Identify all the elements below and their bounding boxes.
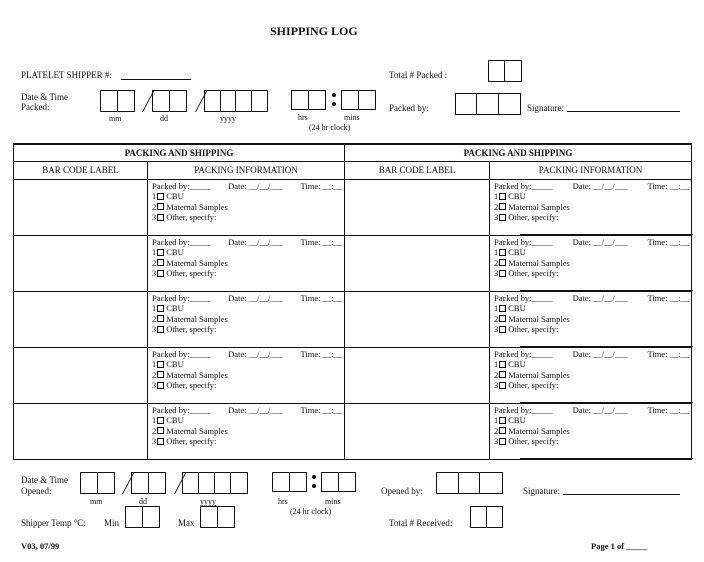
min-label: Min	[104, 518, 120, 528]
packed-minutes-boxes[interactable]	[341, 90, 376, 110]
section-heading-left: PACKING AND SHIPPING	[14, 144, 345, 161]
option-number: 1	[152, 359, 157, 369]
other-checkbox[interactable]	[499, 326, 506, 333]
option-number: 1	[494, 303, 499, 313]
opened-by-boxes[interactable]	[436, 472, 503, 494]
option-number: 1	[152, 191, 157, 201]
option-other-label: Other, specify:	[508, 212, 559, 222]
option-cbu-label: CBU	[508, 303, 526, 313]
shipper-temp-label: Shipper Temp °C:	[21, 518, 86, 528]
col-barcode-label: BAR CODE LABEL	[14, 161, 148, 179]
yyyy-label: yyyy	[220, 114, 236, 123]
barcode-label-cell[interactable]	[14, 347, 148, 403]
cbu-checkbox[interactable]	[157, 193, 164, 200]
cbu-checkbox[interactable]	[499, 305, 506, 312]
cbu-checkbox[interactable]	[157, 305, 164, 312]
packing-info-cell[interactable]	[490, 235, 692, 291]
date-time-opened-label: Date & Time	[21, 475, 69, 485]
dd-label: dd	[139, 497, 147, 506]
option-number: 1	[494, 415, 499, 425]
packing-info-cell[interactable]	[148, 235, 345, 291]
total-received-boxes[interactable]	[470, 506, 503, 528]
cbu-checkbox[interactable]	[157, 249, 164, 256]
option-number: 2	[494, 313, 499, 324]
option-number: 1	[494, 359, 499, 369]
other-checkbox[interactable]	[157, 438, 164, 445]
option-maternal-label: Maternal Samples	[508, 313, 570, 324]
time-text: Time: __:__	[647, 404, 689, 415]
mm-label: mm	[109, 114, 122, 123]
time-text: Time: __:__	[300, 236, 342, 247]
table-row	[14, 403, 692, 459]
hrs-label: hrs	[298, 113, 308, 122]
packed-by-text: Packed by:_____	[152, 348, 211, 359]
barcode-label-cell[interactable]	[345, 235, 490, 291]
packed-by-text: Packed by:_____	[152, 292, 211, 303]
yyyy-label: yyyy	[200, 497, 216, 506]
barcode-label-cell[interactable]	[345, 403, 490, 459]
option-other-label: Other, specify:	[166, 212, 217, 222]
packed-by-text: Packed by:_____	[152, 236, 211, 247]
time-text: Time: __:__	[647, 292, 689, 303]
maternal-samples-checkbox[interactable]	[499, 203, 506, 210]
option-cbu-label: CBU	[508, 191, 526, 201]
option-maternal-label: Maternal Samples	[166, 201, 228, 212]
option-number: 1	[152, 415, 157, 425]
option-maternal-label: Maternal Samples	[166, 425, 228, 436]
option-cbu-label: CBU	[508, 415, 526, 425]
shipping-log-table	[13, 143, 692, 460]
maternal-samples-checkbox[interactable]	[157, 203, 164, 210]
packed-by-label: Packed by:	[389, 103, 429, 113]
option-number: 1	[494, 247, 499, 257]
option-cbu-label: CBU	[508, 359, 526, 369]
opened-hours-boxes[interactable]	[272, 472, 307, 492]
opened-month-boxes[interactable]	[80, 472, 115, 494]
clock-note: (24 hr clock)	[309, 123, 351, 132]
total-packed-label: Total # Packed :	[389, 70, 448, 80]
time-text: Time: __:__	[300, 348, 342, 359]
time-text: Time: __:__	[647, 236, 689, 247]
date-text: Date: __/__/___	[228, 348, 284, 359]
option-number: 1	[494, 191, 499, 201]
specify-line[interactable]	[520, 290, 693, 291]
barcode-label-cell[interactable]	[345, 291, 490, 347]
barcode-label-cell[interactable]	[14, 291, 148, 347]
packing-info-cell[interactable]	[148, 291, 345, 347]
mm-label: mm	[90, 497, 103, 506]
page-title: SHIPPING LOG	[270, 24, 358, 38]
option-other-label: Other, specify:	[508, 268, 559, 278]
hrs-label: hrs	[278, 497, 288, 506]
option-cbu-label: CBU	[166, 247, 184, 257]
packed-day-boxes[interactable]	[152, 90, 187, 112]
colon-dot	[332, 102, 336, 106]
option-maternal-label: Maternal Samples	[508, 425, 570, 436]
option-number: 2	[152, 425, 157, 436]
date-time-packed-label-2: Packed:	[21, 102, 50, 112]
time-text: Time: __:__	[300, 404, 342, 415]
packed-by-text: Packed by:_____	[494, 348, 553, 359]
option-other-label: Other, specify:	[166, 268, 217, 278]
option-number: 2	[152, 257, 157, 268]
option-number: 3	[494, 212, 499, 222]
option-number: 3	[152, 324, 157, 334]
option-maternal-label: Maternal Samples	[166, 313, 228, 324]
option-number: 3	[152, 268, 157, 278]
time-text: Time: __:__	[300, 292, 342, 303]
date-text: Date: __/__/___	[572, 348, 628, 359]
specify-line[interactable]	[520, 346, 693, 347]
cbu-checkbox[interactable]	[499, 417, 506, 424]
option-number: 3	[152, 380, 157, 390]
temp-min-boxes[interactable]	[125, 506, 160, 528]
signature-label: Signature:	[523, 486, 560, 496]
maternal-samples-checkbox[interactable]	[157, 427, 164, 434]
col-packing-info: PACKING INFORMATION	[490, 161, 692, 179]
packed-by-text: Packed by:_____	[494, 292, 553, 303]
option-other-label: Other, specify:	[508, 380, 559, 390]
date-text: Date: __/__/___	[572, 404, 628, 415]
total-received-label: Total # Received:	[389, 518, 453, 528]
cbu-checkbox[interactable]	[499, 193, 506, 200]
col-barcode-label: BAR CODE LABEL	[345, 161, 490, 179]
packing-info-cell[interactable]	[148, 179, 345, 235]
option-cbu-label: CBU	[166, 359, 184, 369]
dd-label: dd	[160, 114, 168, 123]
packed-by-text: Packed by:_____	[152, 404, 211, 415]
date-text: Date: __/__/___	[228, 180, 284, 191]
option-cbu-label: CBU	[166, 415, 184, 425]
date-text: Date: __/__/___	[572, 236, 628, 247]
packing-info-cell[interactable]	[148, 403, 345, 459]
cbu-checkbox[interactable]	[499, 361, 506, 368]
date-text: Date: __/__/___	[228, 404, 284, 415]
maternal-samples-checkbox[interactable]	[499, 259, 506, 266]
other-checkbox[interactable]	[499, 214, 506, 221]
option-maternal-label: Maternal Samples	[508, 369, 570, 380]
barcode-label-cell[interactable]	[345, 179, 490, 235]
maternal-samples-checkbox[interactable]	[157, 371, 164, 378]
table-row	[14, 347, 692, 403]
total-packed-boxes[interactable]	[488, 60, 522, 82]
max-label: Max	[178, 518, 195, 528]
option-other-label: Other, specify:	[166, 324, 217, 334]
table-row	[14, 179, 692, 235]
other-checkbox[interactable]	[499, 382, 506, 389]
time-text: Time: __:__	[647, 348, 689, 359]
option-number: 3	[494, 324, 499, 334]
option-maternal-label: Maternal Samples	[508, 257, 570, 268]
packing-info-cell[interactable]	[490, 179, 692, 235]
barcode-label-cell[interactable]	[14, 179, 148, 235]
option-number: 2	[494, 425, 499, 436]
option-number: 2	[152, 369, 157, 380]
maternal-samples-checkbox[interactable]	[499, 315, 506, 322]
maternal-samples-checkbox[interactable]	[157, 315, 164, 322]
platelet-shipper-label: PLATELET SHIPPER #:	[21, 70, 112, 80]
other-checkbox[interactable]	[157, 270, 164, 277]
clock-note: (24 hr clock)	[290, 507, 332, 516]
option-maternal-label: Maternal Samples	[166, 257, 228, 268]
specify-line[interactable]	[520, 402, 693, 403]
platelet-shipper-field[interactable]	[121, 79, 191, 80]
temp-max-boxes[interactable]	[200, 506, 235, 528]
version-label: V03, 07/99	[21, 541, 60, 551]
mins-label: mins	[325, 497, 341, 506]
packing-info-cell[interactable]	[148, 347, 345, 403]
other-checkbox[interactable]	[157, 382, 164, 389]
other-checkbox[interactable]	[157, 326, 164, 333]
packing-info-cell[interactable]	[490, 291, 692, 347]
date-time-opened-label-2: Opened:	[21, 486, 52, 496]
option-cbu-label: CBU	[508, 247, 526, 257]
barcode-label-cell[interactable]	[14, 403, 148, 459]
packed-month-boxes[interactable]	[100, 90, 135, 112]
date-text: Date: __/__/___	[572, 180, 628, 191]
barcode-label-cell[interactable]	[345, 347, 490, 403]
colon-dot	[312, 475, 316, 479]
packed-hours-boxes[interactable]	[291, 90, 326, 110]
packed-year-boxes[interactable]	[204, 90, 268, 112]
option-number: 3	[494, 380, 499, 390]
maternal-samples-checkbox[interactable]	[157, 259, 164, 266]
signature-label: Signature:	[527, 103, 564, 113]
cbu-checkbox[interactable]	[157, 417, 164, 424]
specify-line[interactable]	[520, 458, 693, 459]
option-number: 2	[494, 201, 499, 212]
packing-info-cell[interactable]	[490, 347, 692, 403]
signature-field[interactable]	[567, 111, 680, 112]
barcode-label-cell[interactable]	[14, 235, 148, 291]
other-checkbox[interactable]	[157, 214, 164, 221]
option-number: 2	[494, 369, 499, 380]
maternal-samples-checkbox[interactable]	[499, 427, 506, 434]
option-number: 3	[152, 436, 157, 446]
cbu-checkbox[interactable]	[157, 361, 164, 368]
time-text: Time: __:__	[647, 180, 689, 191]
option-number: 2	[152, 313, 157, 324]
option-other-label: Other, specify:	[166, 380, 217, 390]
option-number: 3	[494, 436, 499, 446]
page-number: Page 1 of _____	[591, 541, 648, 551]
option-maternal-label: Maternal Samples	[166, 369, 228, 380]
option-number: 1	[152, 247, 157, 257]
colon-dot	[332, 93, 336, 97]
time-text: Time: __:__	[300, 180, 342, 191]
packed-by-boxes[interactable]	[455, 93, 521, 115]
option-cbu-label: CBU	[166, 303, 184, 313]
packed-by-text: Packed by:_____	[494, 404, 553, 415]
cbu-checkbox[interactable]	[499, 249, 506, 256]
opened-year-boxes[interactable]	[182, 472, 248, 494]
other-checkbox[interactable]	[499, 438, 506, 445]
packed-by-text: Packed by:_____	[494, 236, 553, 247]
opened-minutes-boxes[interactable]	[321, 472, 356, 492]
option-number: 3	[152, 212, 157, 222]
signature-field[interactable]	[563, 494, 680, 495]
table-row	[14, 291, 692, 347]
option-number: 1	[152, 303, 157, 313]
date-text: Date: __/__/___	[228, 292, 284, 303]
packing-info-cell[interactable]	[490, 403, 692, 459]
specify-line[interactable]	[520, 234, 693, 235]
packed-by-text: Packed by:_____	[494, 180, 553, 191]
packed-by-text: Packed by:_____	[152, 180, 211, 191]
colon-dot	[312, 484, 316, 488]
opened-by-label: Opened by:	[381, 486, 423, 496]
table-row	[14, 235, 692, 291]
date-text: Date: __/__/___	[228, 236, 284, 247]
option-number: 2	[494, 257, 499, 268]
date-time-packed-label: Date & Time	[21, 92, 69, 102]
section-heading-right: PACKING AND SHIPPING	[345, 144, 692, 161]
other-checkbox[interactable]	[499, 270, 506, 277]
option-other-label: Other, specify:	[508, 324, 559, 334]
option-other-label: Other, specify:	[166, 436, 217, 446]
option-maternal-label: Maternal Samples	[508, 201, 570, 212]
mins-label: mins	[344, 113, 360, 122]
opened-day-boxes[interactable]	[131, 472, 166, 494]
col-packing-info: PACKING INFORMATION	[148, 161, 345, 179]
option-number: 2	[152, 201, 157, 212]
maternal-samples-checkbox[interactable]	[499, 371, 506, 378]
option-cbu-label: CBU	[166, 191, 184, 201]
option-other-label: Other, specify:	[508, 436, 559, 446]
option-number: 3	[494, 268, 499, 278]
date-text: Date: __/__/___	[572, 292, 628, 303]
